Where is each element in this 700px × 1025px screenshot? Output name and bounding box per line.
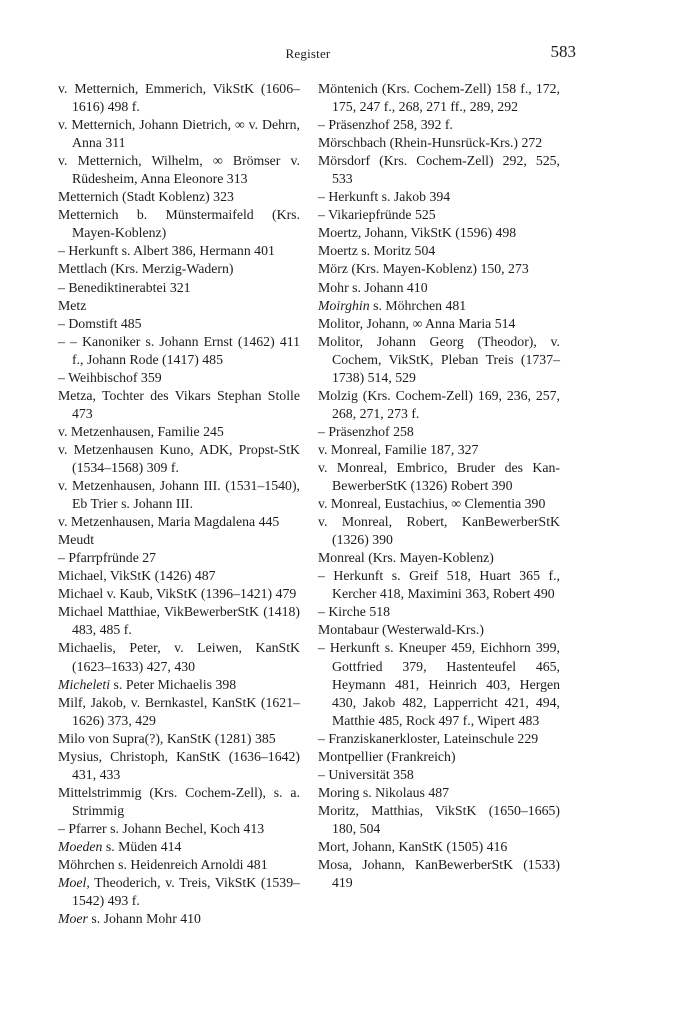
index-entry-text: – Herkunft s. Albert 386, Hermann 401 (58, 243, 275, 259)
index-entry-text: s. Möhrchen 481 (369, 297, 467, 313)
index-entry (318, 423, 560, 441)
index-entry-text: Mort, Johann, KanStK (1505) 416 (318, 838, 508, 854)
index-entry (318, 224, 560, 242)
index-entry (318, 116, 560, 134)
index-entry (58, 730, 300, 748)
index-entry (58, 585, 300, 603)
index-entry-text: Moritz, Matthias, VikStK (1650–1665) 180, 504 (318, 802, 560, 836)
index-entry-text: v. Monreal, Robert, KanBewerberStK (1326) 390 (318, 514, 560, 548)
index-entry-text: Mohr s. Johann 410 (318, 279, 428, 295)
index-entry (58, 279, 300, 297)
index-entry (318, 134, 560, 152)
index-entry (318, 495, 560, 513)
index-entry-lead: Moeden (58, 838, 103, 854)
index-entry (58, 531, 300, 549)
index-entry-text: Mörz (Krs. Mayen-Koblenz) 150, 273 (318, 261, 529, 277)
index-entry-lead: Moirghin (318, 297, 370, 313)
index-entry (318, 748, 560, 766)
index-entry (58, 206, 300, 242)
index-entry-text: Michael Matthiae, VikBewerberStK (1418) 483, 485 f. (58, 604, 300, 638)
index-entry-text: Milf, Jakob, v. Bernkastel, KanStK (1621–1626) 373, 429 (58, 694, 300, 728)
index-entry-text: Meudt (58, 532, 95, 548)
index-entry (58, 567, 300, 585)
index-entry-text: Molitor, Johann, ∞ Anna Maria 514 (318, 315, 516, 331)
index-entry-text: – Herkunft s. Kneuper 459, Eichhorn 399, Gottfried 379, Hastenteufel 465, Heymann 481, Heinrich 403, Hergen 430, Jakob 482, Lapperricht 421, 494, Matthie 485, Rock 497 f., Wipert 483 (318, 640, 560, 728)
index-entry (58, 838, 300, 856)
index-entry-text: Mosa, Johann, KanBewerberStK (1533) 419 (318, 857, 560, 891)
index-entry-text: – – Kanoniker s. Johann Ernst (1462) 411 f., Johann Rode (1417) 485 (58, 333, 300, 367)
index-entry-text: – Kirche 518 (318, 604, 391, 620)
index-entry (58, 856, 300, 874)
index-entry-text: Möntenich (Krs. Cochem-Zell) 158 f., 172, 175, 247 f., 268, 271 ff., 289, 292 (318, 81, 560, 115)
index-entry (58, 694, 300, 730)
index-entry-text: Metternich b. Münstermaifeld (Krs. Mayen-Koblenz) (58, 207, 300, 241)
index-entry (58, 477, 300, 513)
index-entry (318, 784, 560, 802)
index-entry (318, 621, 560, 639)
index-entry (318, 766, 560, 784)
index-entry (58, 80, 300, 116)
index-entry (58, 820, 300, 838)
index-entry (58, 549, 300, 567)
index-entry-text: Mettlach (Krs. Merzig-Wadern) (58, 261, 234, 277)
index-entry (318, 80, 560, 116)
index-entry-text: Metza, Tochter des Vikars Stephan Stolle 473 (58, 387, 300, 421)
index-entry (58, 369, 300, 387)
index-entry-text: v. Metternich, Johann Dietrich, ∞ v. Dehrn, Anna 311 (58, 117, 300, 151)
index-entry (318, 856, 560, 892)
index-entry-text: v. Metternich, Wilhelm, ∞ Brömser v. Rüdesheim, Anna Eleonore 313 (58, 153, 300, 187)
index-entry (58, 315, 300, 333)
index-entry-text: – Universität 358 (318, 766, 414, 782)
index-entry-text: – Benediktinerabtei 321 (58, 279, 191, 295)
index-entry (58, 874, 300, 910)
index-entry-text: Möhrchen s. Heidenreich Arnoldi 481 (58, 857, 268, 873)
index-entry (58, 260, 300, 278)
index-entry-text: s. Johann Mohr 410 (87, 911, 201, 927)
running-head-title: Register (285, 46, 331, 61)
index-entry (318, 513, 560, 549)
index-entry-text: Mörschbach (Rhein-Hunsrück-Krs.) 272 (318, 135, 543, 151)
index-entry-text: Monreal (Krs. Mayen-Koblenz) (318, 550, 494, 566)
index-entry-text: – Weihbischof 359 (58, 369, 162, 385)
index-entry (318, 188, 560, 206)
index-entry (318, 242, 560, 260)
index-entry (58, 116, 300, 152)
index-entry-lead: Moel, (58, 875, 90, 891)
page-number: 583 (550, 42, 576, 61)
index-entry (58, 513, 300, 531)
index-entry (58, 910, 300, 928)
index-entry-text: v. Metternich, Emmerich, VikStK (1606–1616) 498 f. (58, 81, 300, 115)
index-entry (58, 242, 300, 260)
index-entry-text: Mörsdorf (Krs. Cochem-Zell) 292, 525, 533 (318, 153, 560, 187)
index-entry (318, 315, 560, 333)
index-entry-text: – Pfarrpfründe 27 (58, 550, 157, 566)
index-column-left (58, 80, 300, 928)
index-entry-lead: Moer (58, 911, 88, 927)
index-entry (318, 206, 560, 224)
index-entry-text: Moertz, Johann, VikStK (1596) 498 (318, 225, 517, 241)
index-entry (58, 676, 300, 694)
index-entry (318, 387, 560, 423)
index-entry-text: v. Metzenhausen Kuno, ADK, Propst-StK (1534–1568) 309 f. (58, 441, 300, 475)
index-entry-text: Montabaur (Westerwald-Krs.) (318, 622, 484, 638)
index-entry-text: v. Metzenhausen, Johann III. (1531–1540), Eb Trier s. Johann III. (58, 478, 300, 512)
index-entry (58, 423, 300, 441)
index-entry-text: Moring s. Nikolaus 487 (318, 784, 450, 800)
index-entry (318, 260, 560, 278)
index-entry-text: s. Peter Michaelis 398 (110, 676, 237, 692)
index-entry-text: v. Metzenhausen, Familie 245 (58, 423, 224, 439)
index-entry (58, 152, 300, 188)
index-entry-text: Mittelstrimmig (Krs. Cochem-Zell), s. a. Strimmig (58, 784, 300, 818)
running-head (0, 42, 700, 64)
index-entry-text: – Franziskanerkloster, Lateinschule 229 (318, 730, 539, 746)
index-entry (58, 387, 300, 423)
index-entry (318, 838, 560, 856)
index-entry (58, 188, 300, 206)
index-entry-text: – Herkunft s. Jakob 394 (318, 189, 451, 205)
index-entry (58, 333, 300, 369)
index-entry-text: – Herkunft s. Greif 518, Huart 365 f., Kercher 418, Maximini 363, Robert 490 (318, 568, 560, 602)
index-entry-text: v. Monreal, Familie 187, 327 (318, 441, 479, 457)
index-entry (58, 297, 300, 315)
index-entry-text: Michaelis, Peter, v. Leiwen, KanStK (1623–1633) 427, 430 (58, 640, 300, 674)
index-entry-text: Molzig (Krs. Cochem-Zell) 169, 236, 257, 268, 271, 273 f. (318, 387, 560, 421)
index-entry-text: Metz (58, 297, 87, 313)
index-entry-text: Michael v. Kaub, VikStK (1396–1421) 479 (58, 586, 297, 602)
index-entry (58, 748, 300, 784)
index-entry-text: s. Müden 414 (102, 838, 182, 854)
index-entry (318, 730, 560, 748)
index-entry (318, 279, 560, 297)
index-entry-text: Mysius, Christoph, KanStK (1636–1642) 431, 433 (58, 748, 300, 782)
index-entry (318, 297, 560, 315)
index-entry (318, 802, 560, 838)
index-entry-text: Metternich (Stadt Koblenz) 323 (58, 189, 234, 205)
index-entry-text: Michael, VikStK (1426) 487 (58, 568, 216, 584)
index-entry (58, 784, 300, 820)
index-entry-text: – Pfarrer s. Johann Bechel, Koch 413 (58, 820, 265, 836)
index-entry-lead: Micheleti (58, 676, 111, 692)
index-entry (318, 152, 560, 188)
index-entry-text: Montpellier (Frankreich) (318, 748, 456, 764)
index-entry-text: – Präsenzhof 258, 392 f. (318, 117, 453, 133)
index-entry-text: Moertz s. Moritz 504 (318, 243, 436, 259)
index-entry (318, 549, 560, 567)
index-entry-text: v. Monreal, Eustachius, ∞ Clementia 390 (318, 496, 546, 512)
index-entry (58, 639, 300, 675)
index-entry (318, 567, 560, 603)
index-column-right (318, 80, 560, 892)
index-entry (58, 603, 300, 639)
index-entry-text: Molitor, Johann Georg (Theodor), v. Cochem, VikStK, Pleban Treis (1737–1738) 514, 529 (318, 333, 560, 385)
index-entry-text: v. Monreal, Embrico, Bruder des Kan-BewerberStK (1326) Robert 390 (318, 459, 560, 494)
index-entry-text: v. Metzenhausen, Maria Magdalena 445 (58, 514, 280, 530)
index-entry (318, 333, 560, 387)
index-entry-text: – Vikariepfründe 525 (318, 207, 436, 223)
index-entry-text: – Präsenzhof 258 (318, 423, 414, 439)
index-entry (58, 441, 300, 477)
index-entry-text: Theoderich, v. Treis, VikStK (1539–1542) 493 f. (72, 875, 300, 909)
index-entry-text: – Domstift 485 (58, 315, 142, 331)
index-entry (318, 441, 560, 459)
index-entry (318, 639, 560, 729)
index-entry-text: Milo von Supra(?), KanStK (1281) 385 (58, 730, 276, 746)
index-entry (318, 459, 560, 495)
index-entry (318, 603, 560, 621)
